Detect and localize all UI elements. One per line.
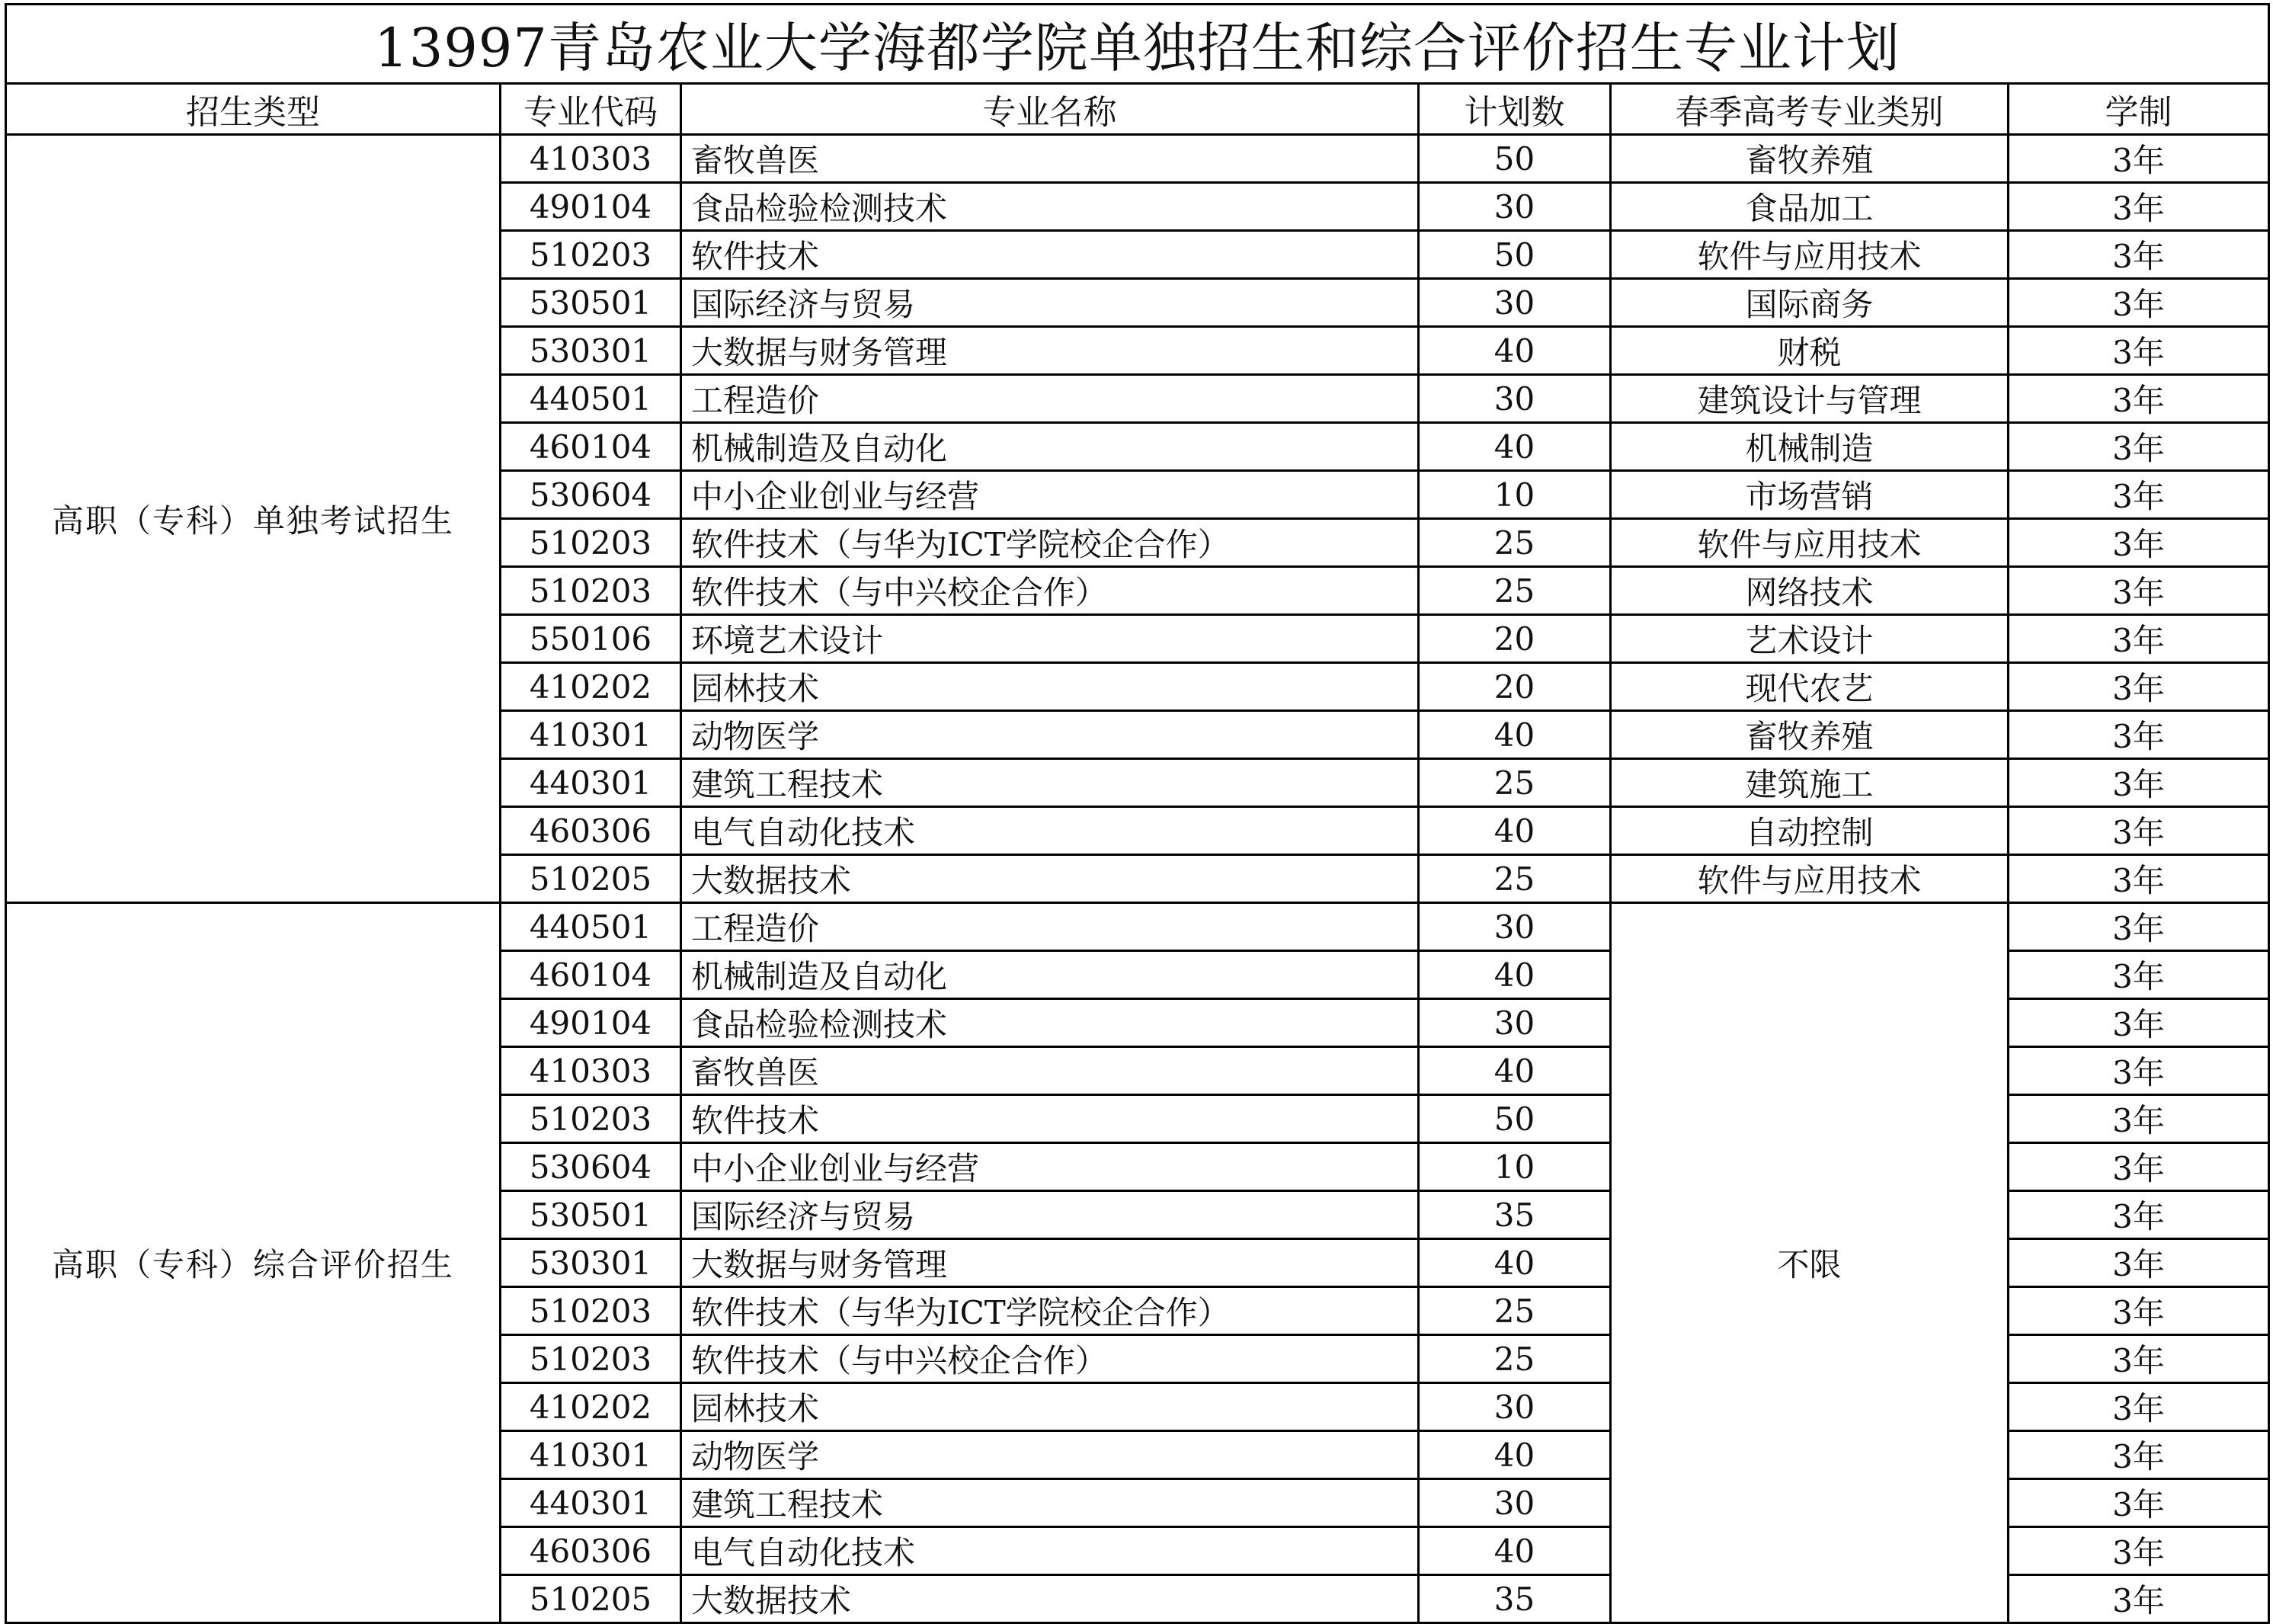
major-name-cell: 大数据与财务管理 <box>681 327 1419 375</box>
study-years-cell: 3年 <box>2009 1287 2269 1335</box>
study-years-cell: 3年 <box>2009 1335 2269 1383</box>
study-years-cell: 3年 <box>2009 231 2269 279</box>
major-name-cell: 建筑工程技术 <box>681 1479 1419 1527</box>
study-years-cell: 3年 <box>2009 519 2269 567</box>
major-code-cell: 440501 <box>501 375 681 423</box>
exam-category-cell: 现代农艺 <box>1611 663 2009 711</box>
plan-count-cell: 25 <box>1419 1287 1611 1335</box>
study-years-cell: 3年 <box>2009 1527 2269 1575</box>
major-name-cell: 园林技术 <box>681 1383 1419 1431</box>
plan-count-cell: 35 <box>1419 1191 1611 1239</box>
major-name-cell: 大数据与财务管理 <box>681 1239 1419 1287</box>
study-years-cell: 3年 <box>2009 423 2269 471</box>
plan-count-cell: 35 <box>1419 1575 1611 1623</box>
major-code-cell: 510205 <box>501 855 681 903</box>
major-name-cell: 工程造价 <box>681 903 1419 951</box>
major-code-cell: 410202 <box>501 663 681 711</box>
study-years-cell: 3年 <box>2009 663 2269 711</box>
major-code-cell: 460104 <box>501 951 681 999</box>
exam-category-cell: 建筑施工 <box>1611 759 2009 807</box>
major-code-cell: 550106 <box>501 615 681 663</box>
major-name-cell: 食品检验检测技术 <box>681 999 1419 1047</box>
study-years-cell: 3年 <box>2009 999 2269 1047</box>
major-code-cell: 510203 <box>501 1335 681 1383</box>
exam-category-cell: 食品加工 <box>1611 183 2009 231</box>
study-years-cell: 3年 <box>2009 279 2269 327</box>
major-code-cell: 530501 <box>501 279 681 327</box>
study-years-cell: 3年 <box>2009 1191 2269 1239</box>
major-name-cell: 环境艺术设计 <box>681 615 1419 663</box>
enrollment-type-cell: 高职（专科）综合评价招生 <box>6 903 501 1623</box>
study-years-cell: 3年 <box>2009 855 2269 903</box>
major-code-cell: 490104 <box>501 183 681 231</box>
major-code-cell: 510203 <box>501 1095 681 1143</box>
major-name-cell: 电气自动化技术 <box>681 1527 1419 1575</box>
study-years-cell: 3年 <box>2009 711 2269 759</box>
study-years-cell: 3年 <box>2009 135 2269 183</box>
major-name-cell: 建筑工程技术 <box>681 759 1419 807</box>
plan-count-cell: 50 <box>1419 231 1611 279</box>
study-years-cell: 3年 <box>2009 1431 2269 1479</box>
plan-count-cell: 40 <box>1419 807 1611 855</box>
exam-category-cell: 畜牧养殖 <box>1611 135 2009 183</box>
major-code-cell: 410202 <box>501 1383 681 1431</box>
study-years-cell: 3年 <box>2009 903 2269 951</box>
plan-count-cell: 40 <box>1419 1431 1611 1479</box>
table-row <box>6 903 2269 951</box>
plan-count-cell: 40 <box>1419 423 1611 471</box>
major-name-cell: 国际经济与贸易 <box>681 1191 1419 1239</box>
study-years-cell: 3年 <box>2009 1479 2269 1527</box>
major-name-cell: 软件技术 <box>681 1095 1419 1143</box>
plan-count-cell: 25 <box>1419 1335 1611 1383</box>
major-name-cell: 畜牧兽医 <box>681 1047 1419 1095</box>
major-name-cell: 软件技术（与中兴校企合作） <box>681 567 1419 615</box>
header-code: 专业代码 <box>501 84 681 135</box>
major-name-cell: 工程造价 <box>681 375 1419 423</box>
plan-count-cell: 40 <box>1419 711 1611 759</box>
major-code-cell: 410301 <box>501 1431 681 1479</box>
major-code-cell: 440301 <box>501 759 681 807</box>
study-years-cell: 3年 <box>2009 1047 2269 1095</box>
exam-category-cell: 建筑设计与管理 <box>1611 375 2009 423</box>
major-code-cell: 530604 <box>501 471 681 519</box>
major-code-cell: 530501 <box>501 1191 681 1239</box>
plan-count-cell: 10 <box>1419 471 1611 519</box>
exam-category-cell: 软件与应用技术 <box>1611 855 2009 903</box>
major-code-cell: 460306 <box>501 807 681 855</box>
plan-count-cell: 30 <box>1419 1479 1611 1527</box>
exam-category-cell: 网络技术 <box>1611 567 2009 615</box>
study-years-cell: 3年 <box>2009 183 2269 231</box>
plan-count-cell: 40 <box>1419 1047 1611 1095</box>
major-code-cell: 410303 <box>501 1047 681 1095</box>
major-code-cell: 510203 <box>501 1287 681 1335</box>
plan-count-cell: 30 <box>1419 903 1611 951</box>
plan-count-cell: 25 <box>1419 855 1611 903</box>
major-name-cell: 中小企业创业与经营 <box>681 471 1419 519</box>
major-code-cell: 440501 <box>501 903 681 951</box>
header-row <box>6 84 2269 135</box>
enrollment-plan-table <box>5 3 2270 1624</box>
major-name-cell: 动物医学 <box>681 1431 1419 1479</box>
exam-category-cell: 市场营销 <box>1611 471 2009 519</box>
major-code-cell: 530301 <box>501 1239 681 1287</box>
major-code-cell: 510203 <box>501 567 681 615</box>
study-years-cell: 3年 <box>2009 1383 2269 1431</box>
exam-category-cell: 畜牧养殖 <box>1611 711 2009 759</box>
header-category: 春季高考专业类别 <box>1611 84 2009 135</box>
table-body <box>6 135 2269 1623</box>
major-name-cell: 食品检验检测技术 <box>681 183 1419 231</box>
plan-count-cell: 25 <box>1419 759 1611 807</box>
major-name-cell: 动物医学 <box>681 711 1419 759</box>
plan-count-cell: 20 <box>1419 615 1611 663</box>
study-years-cell: 3年 <box>2009 1239 2269 1287</box>
study-years-cell: 3年 <box>2009 807 2269 855</box>
study-years-cell: 3年 <box>2009 615 2269 663</box>
major-name-cell: 大数据技术 <box>681 1575 1419 1623</box>
major-code-cell: 490104 <box>501 999 681 1047</box>
plan-count-cell: 30 <box>1419 375 1611 423</box>
major-code-cell: 510203 <box>501 519 681 567</box>
study-years-cell: 3年 <box>2009 375 2269 423</box>
major-name-cell: 软件技术（与中兴校企合作） <box>681 1335 1419 1383</box>
major-name-cell: 软件技术（与华为ICT学院校企合作） <box>681 519 1419 567</box>
major-code-cell: 530604 <box>501 1143 681 1191</box>
study-years-cell: 3年 <box>2009 327 2269 375</box>
study-years-cell: 3年 <box>2009 1143 2269 1191</box>
plan-count-cell: 40 <box>1419 1527 1611 1575</box>
major-code-cell: 410301 <box>501 711 681 759</box>
plan-count-cell: 40 <box>1419 1239 1611 1287</box>
exam-category-cell: 自动控制 <box>1611 807 2009 855</box>
header-years: 学制 <box>2009 84 2269 135</box>
major-name-cell: 机械制造及自动化 <box>681 423 1419 471</box>
study-years-cell: 3年 <box>2009 471 2269 519</box>
exam-category-cell: 软件与应用技术 <box>1611 231 2009 279</box>
major-code-cell: 460104 <box>501 423 681 471</box>
study-years-cell: 3年 <box>2009 951 2269 999</box>
plan-count-cell: 30 <box>1419 279 1611 327</box>
major-name-cell: 大数据技术 <box>681 855 1419 903</box>
major-name-cell: 软件技术 <box>681 231 1419 279</box>
study-years-cell: 3年 <box>2009 1095 2269 1143</box>
study-years-cell: 3年 <box>2009 1575 2269 1623</box>
major-name-cell: 电气自动化技术 <box>681 807 1419 855</box>
major-name-cell: 机械制造及自动化 <box>681 951 1419 999</box>
category-unlimited-cell: 不限 <box>1611 903 2009 1623</box>
plan-count-cell: 50 <box>1419 135 1611 183</box>
table-row <box>6 135 2269 183</box>
major-name-cell: 中小企业创业与经营 <box>681 1143 1419 1191</box>
exam-category-cell: 软件与应用技术 <box>1611 519 2009 567</box>
major-code-cell: 530301 <box>501 327 681 375</box>
major-name-cell: 软件技术（与华为ICT学院校企合作） <box>681 1287 1419 1335</box>
plan-count-cell: 20 <box>1419 663 1611 711</box>
plan-count-cell: 40 <box>1419 327 1611 375</box>
plan-count-cell: 30 <box>1419 183 1611 231</box>
enrollment-type-cell: 高职（专科）单独考试招生 <box>6 135 501 903</box>
plan-count-cell: 50 <box>1419 1095 1611 1143</box>
major-code-cell: 510205 <box>501 1575 681 1623</box>
major-code-cell: 410303 <box>501 135 681 183</box>
major-name-cell: 国际经济与贸易 <box>681 279 1419 327</box>
study-years-cell: 3年 <box>2009 567 2269 615</box>
plan-count-cell: 30 <box>1419 999 1611 1047</box>
plan-count-cell: 10 <box>1419 1143 1611 1191</box>
exam-category-cell: 国际商务 <box>1611 279 2009 327</box>
exam-category-cell: 财税 <box>1611 327 2009 375</box>
header-plan: 计划数 <box>1419 84 1611 135</box>
plan-count-cell: 25 <box>1419 567 1611 615</box>
plan-count-cell: 25 <box>1419 519 1611 567</box>
exam-category-cell: 艺术设计 <box>1611 615 2009 663</box>
study-years-cell: 3年 <box>2009 759 2269 807</box>
major-code-cell: 460306 <box>501 1527 681 1575</box>
header-type: 招生类型 <box>6 84 501 135</box>
major-code-cell: 440301 <box>501 1479 681 1527</box>
plan-count-cell: 40 <box>1419 951 1611 999</box>
page-title: 13997青岛农业大学海都学院单独招生和综合评价招生专业计划 <box>6 5 2269 84</box>
major-name-cell: 畜牧兽医 <box>681 135 1419 183</box>
major-name-cell: 园林技术 <box>681 663 1419 711</box>
major-code-cell: 510203 <box>501 231 681 279</box>
header-name: 专业名称 <box>681 84 1419 135</box>
exam-category-cell: 机械制造 <box>1611 423 2009 471</box>
plan-count-cell: 30 <box>1419 1383 1611 1431</box>
